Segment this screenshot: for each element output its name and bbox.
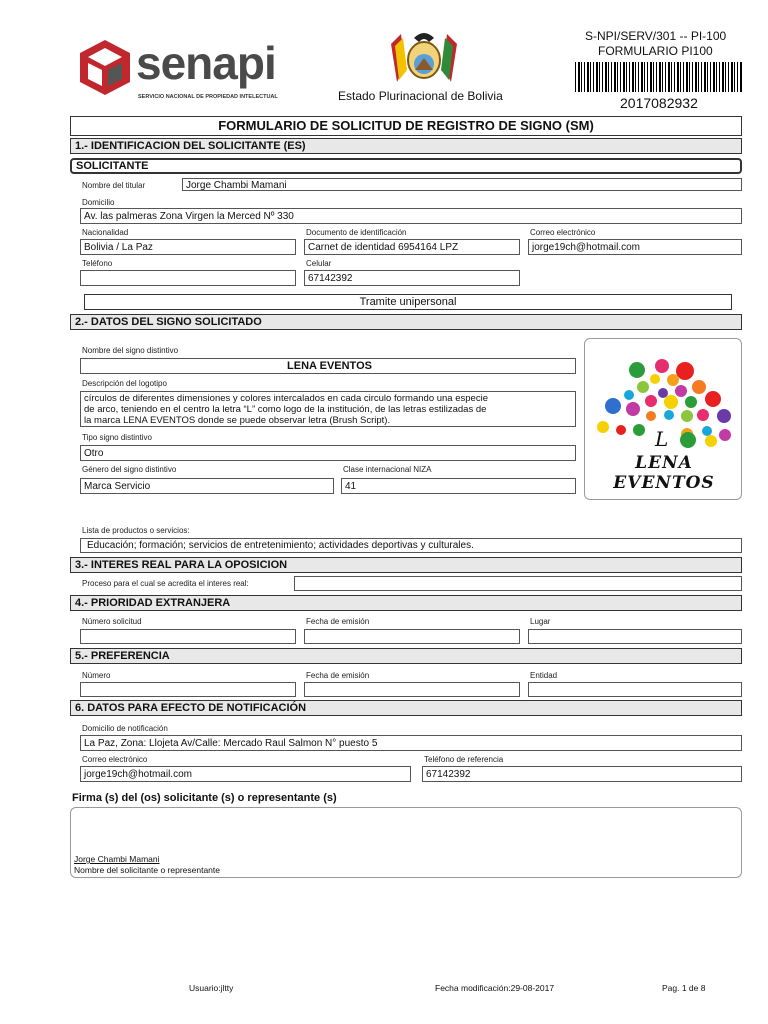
barcode: [575, 62, 743, 92]
descripcion-line-2: de arco, teniendo en el centro la letra “L” como logo de la institución, de las letras estilizadas de: [84, 404, 487, 415]
footer-pagina: Pag. 1 de 8: [662, 983, 706, 993]
clase-label: Clase internacional NIZA: [343, 465, 432, 474]
nacionalidad-label: Nacionalidad: [82, 228, 129, 237]
descripcion-field[interactable]: [80, 391, 576, 427]
solicitante-subheading: SOLICITANTE: [70, 158, 742, 174]
preferencia-entidad-field[interactable]: [528, 682, 742, 697]
sign-logo-image: [584, 338, 742, 500]
senapi-cube-icon: [76, 38, 134, 98]
notificacion-correo-field[interactable]: jorge19ch@hotmail.com: [80, 766, 411, 782]
signo-label: Nombre del signo distintivo: [82, 346, 179, 355]
firma-heading: Firma (s) del (os) solicitante (s) o representante (s): [72, 792, 337, 804]
preferencia-fecha-field[interactable]: [304, 682, 520, 697]
preferencia-numero-label: Número: [82, 671, 111, 680]
section-5-heading: 5.- PREFERENCIA: [70, 648, 742, 664]
notificacion-domicilio-field[interactable]: La Paz, Zona: Llojeta Av/Calle: Mercado Raul Salmon N° puesto 5: [80, 735, 742, 751]
celular-label: Celular: [306, 259, 332, 268]
titular-field[interactable]: Jorge Chambi Mamani: [182, 178, 742, 191]
footer-usuario: Usuario:jltty: [189, 983, 234, 993]
clase-field[interactable]: 41: [341, 478, 576, 494]
domicilio-field[interactable]: Av. las palmeras Zona Virgen la Merced Nº 330: [80, 208, 742, 224]
firma-box[interactable]: [70, 807, 742, 878]
correo-label: Correo electrónico: [530, 228, 596, 237]
section-3-heading: 3.- INTERES REAL PARA LA OPOSICION: [70, 557, 742, 573]
form-title: FORMULARIO DE SOLICITUD DE REGISTRO DE SIGNO (SM): [70, 116, 742, 136]
descripcion-line-1: círculos de diferentes dimensiones y colores intercalados en cada circulo formando una especie: [84, 393, 488, 404]
titular-label: Nombre del titular: [82, 181, 146, 190]
senapi-subtitle: SERVICIO NACIONAL DE PROPIEDAD INTELECTUAL: [138, 94, 278, 100]
notificacion-domicilio-label: Domicilio de notificación: [82, 724, 168, 733]
telefono-field[interactable]: [80, 270, 296, 286]
notificacion-telefono-field[interactable]: 67142392: [422, 766, 742, 782]
section-6-heading: 6. DATOS PARA EFECTO DE NOTIFICACIÓN: [70, 700, 742, 716]
proceso-field[interactable]: [294, 576, 742, 591]
proceso-label: Proceso para el cual se acredita el interes real:: [82, 579, 249, 588]
documento-field[interactable]: Carnet de identidad 6954164 LPZ: [304, 239, 520, 255]
descripcion-label: Descripción del logotipo: [82, 379, 167, 388]
notificacion-correo-label: Correo electrónico: [82, 755, 148, 764]
state-name: Estado Plurinacional de Bolivia: [338, 89, 503, 103]
barcode-number: 2017082932: [620, 95, 698, 111]
productos-field[interactable]: Educación; formación; servicios de entretenimiento; actividades deportivas y culturales.: [80, 538, 742, 553]
senapi-wordmark: senapi: [136, 37, 276, 89]
form-name: FORMULARIO PI100: [598, 44, 713, 58]
documento-label: Documento de identificación: [306, 228, 407, 237]
prioridad-fecha-field[interactable]: [304, 629, 520, 644]
prioridad-numero-label: Número solicitud: [82, 617, 142, 626]
tipo-field[interactable]: Otro: [80, 445, 576, 461]
tramite-box: Tramite unipersonal: [84, 294, 732, 310]
genero-field[interactable]: Marca Servicio: [80, 478, 334, 494]
section-2-heading: 2.- DATOS DEL SIGNO SOLICITADO: [70, 314, 742, 330]
prioridad-numero-field[interactable]: [80, 629, 296, 644]
logo-wordmark: LENA EVENTOS: [613, 453, 715, 493]
celular-field[interactable]: 67142392: [304, 270, 520, 286]
prioridad-lugar-label: Lugar: [530, 617, 551, 626]
section-4-heading: 4.- PRIORIDAD EXTRANJERA: [70, 595, 742, 611]
preferencia-entidad-label: Entidad: [530, 671, 558, 680]
descripcion-line-3: la marca LENA EVENTOS donde se puede observar letra (Brush Script).: [84, 415, 391, 426]
nacionalidad-field[interactable]: Bolivia / La Paz: [80, 239, 296, 255]
preferencia-numero-field[interactable]: [80, 682, 296, 697]
bolivia-coat-of-arms-icon: [387, 26, 461, 90]
tipo-label: Tipo signo distintivo: [82, 433, 152, 442]
firma-caption: Nombre del solicitante o representante: [74, 865, 220, 875]
signo-field[interactable]: LENA EVENTOS: [80, 358, 576, 374]
correo-field[interactable]: jorge19ch@hotmail.com: [528, 239, 742, 255]
productos-label: Lista de productos o servicios:: [82, 526, 190, 535]
senapi-logo: [76, 36, 286, 106]
footer-fecha: Fecha modificación:29-08-2017: [435, 983, 555, 993]
firma-name: Jorge Chambi Mamani: [74, 854, 160, 864]
logo-letter: L: [655, 427, 669, 451]
genero-label: Género del signo distintivo: [82, 465, 177, 474]
prioridad-fecha-label: Fecha de emisión: [306, 617, 370, 626]
notificacion-telefono-label: Teléfono de referencia: [424, 755, 504, 764]
domicilio-label: Domicilio: [82, 198, 115, 207]
prioridad-lugar-field[interactable]: [528, 629, 742, 644]
telefono-label: Teléfono: [82, 259, 113, 268]
section-1-heading: 1.- IDENTIFICACION DEL SOLICITANTE (ES): [70, 138, 742, 154]
form-code: S-NPI/SERV/301 -- PI-100: [585, 29, 727, 43]
preferencia-fecha-label: Fecha de emisión: [306, 671, 370, 680]
